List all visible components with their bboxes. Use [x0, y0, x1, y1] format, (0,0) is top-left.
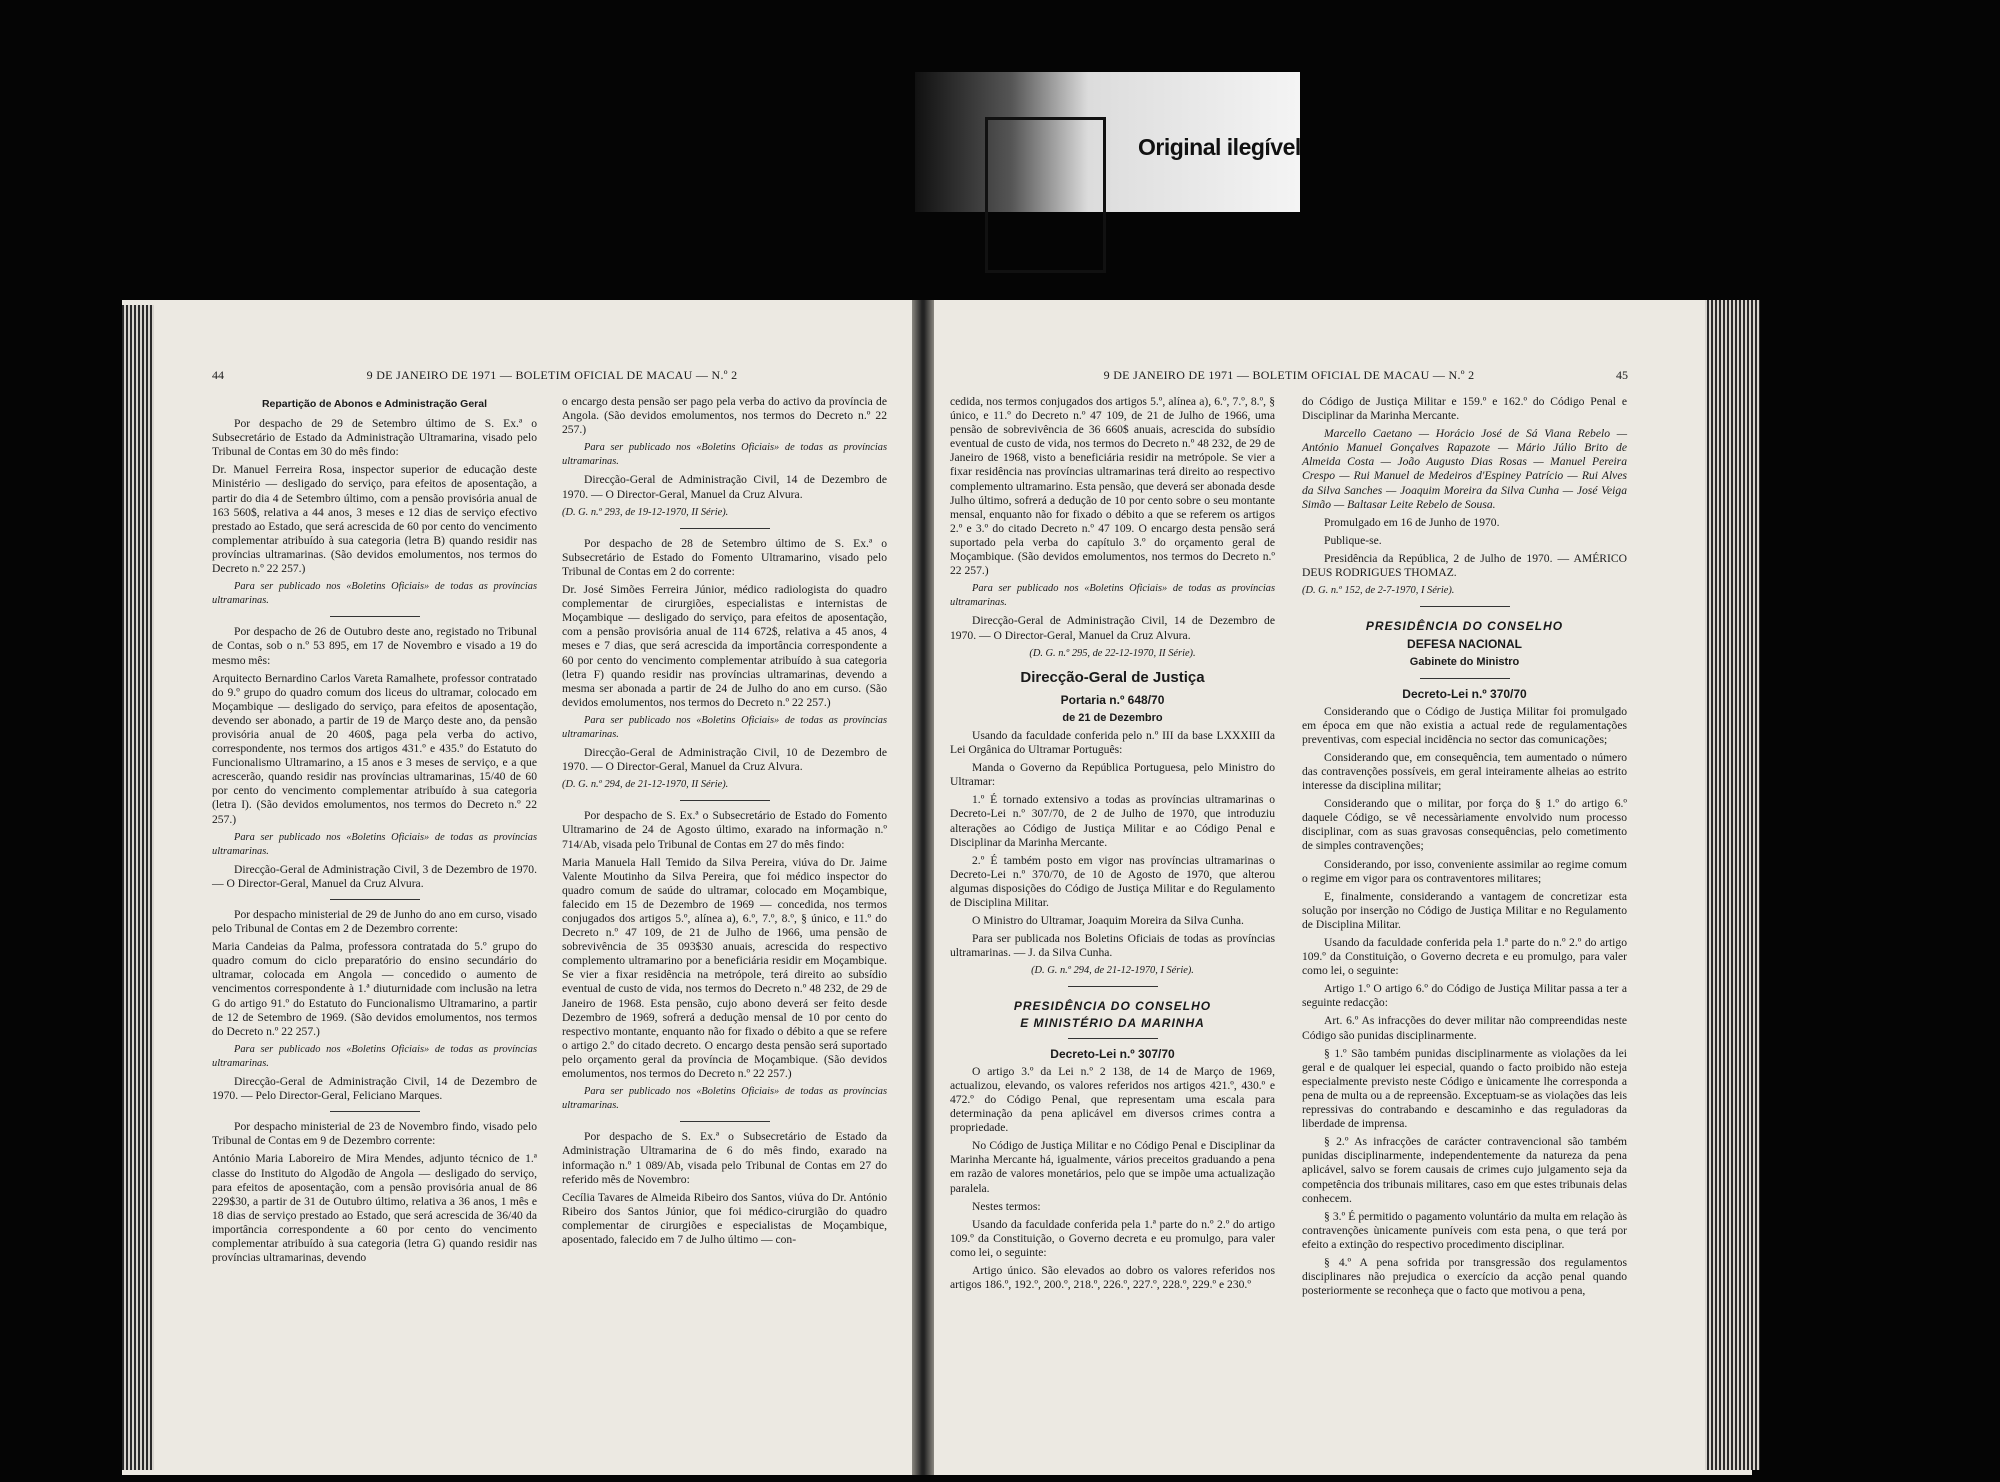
publication-note: Para ser publicado nos «Boletins Oficiais» de todas as províncias ultramarinas.: [950, 583, 1275, 609]
divider: [680, 1121, 770, 1122]
paragraph: Maria Candeias da Palma, professora contratada do 5.º grupo do quadro comum do ciclo preparatório do ensino secundário do ultramar, colocada em Angola — concedido o aumento de vencimentos correspondente à 1.ª diuturnidade com inclusão na letra G do artigo 91.º do Estatuto do Funcionalismo Ultramarino, a partir de 12 de Setembro de 1969. (São devidos emolumentos, nos termos do Decreto n.º 22 257.): [212, 940, 537, 1038]
paragraph: Art. 6.º As infracções do dever militar não compreendidas neste Código são punidas disciplinarmente.: [1302, 1014, 1627, 1042]
divider: [680, 528, 770, 529]
paragraph: Usando da faculdade conferida pela 1.ª parte do n.º 2.º do artigo 109.º da Constituição, o Governo decreta e eu promulgo, para valer como lei, o seguinte:: [950, 1217, 1275, 1259]
portaria-date: de 21 de Dezembro: [1062, 711, 1163, 724]
publication-note: Para ser publicado nos «Boletins Oficiais» de todas as províncias ultramarinas.: [212, 581, 537, 607]
section-heading: Repartição de Abonos e Administração Geral: [261, 398, 488, 410]
signature-line: Direcção-Geral de Administração Civil, 3 de Dezembro de 1970. — O Director-Geral, Manuel da Cruz Alvura.: [212, 862, 537, 890]
paragraph: § 3.º É permitido o pagamento voluntário da multa em relação às contravenções ùnicamente puníveis com esta pena, o que terá por efeito a extinção do respectivo procedimento disciplinar.: [1302, 1209, 1627, 1251]
cabinet-heading: Gabinete do Ministro: [1409, 656, 1520, 669]
paragraph: 2.º É também posto em vigor nas províncias ultramarinas o Decreto-Lei n.º 370/70, de 10 de Agosto de 1970, que alterou algumas disposições do Código de Justiça Militar e do Regulamento de Disciplina Militar.: [950, 853, 1275, 909]
left-column-2: [562, 395, 887, 1251]
section-title: Direcção-Geral de Justiça: [1020, 668, 1205, 686]
gazette-reference: (D. G. n.º 295, de 22-12-1970, II Série).: [1029, 647, 1196, 659]
paragraph: 1.º É tornado extensivo a todas as províncias ultramarinas o Decreto-Lei n.º 307/70, de 2 de Julho de 1970, que introduziu alterações ao Código de Justiça Militar e ao Código Penal e Disciplinar da Marinha Mercante.: [950, 793, 1275, 849]
divider: [1420, 678, 1510, 679]
defense-heading: DEFESA NACIONAL: [1407, 637, 1522, 652]
paragraph: Artigo 1.º O artigo 6.º do Código de Justiça Militar passa a ter a seguinte redacção:: [1302, 982, 1627, 1010]
publication-note: Para ser publicado nos «Boletins Oficiais» de todas as províncias ultramarinas.: [562, 1086, 887, 1112]
paragraph: Por despacho ministerial de 29 de Junho do ano em curso, visado pelo Tribunal de Contas em 2 de Dezembro corrente:: [212, 908, 537, 936]
divider: [330, 616, 420, 617]
paragraph: Por despacho de 26 de Outubro deste ano, registado no Tribunal de Contas, sob o n.º 53 895, em 17 de Novembro e visado a 19 do mesmo mês:: [212, 625, 537, 667]
right-column-1: [950, 395, 1275, 1296]
presidency-heading: PRESIDÊNCIA DO CONSELHO: [1013, 999, 1212, 1014]
portaria-number: Portaria n.º 648/70: [1060, 692, 1165, 707]
paragraph: Para ser publicada nos Boletins Oficiais de todas as províncias ultramarinas. — J. da Silva Cunha.: [950, 932, 1275, 960]
publication-note: Para ser publicado nos «Boletins Oficiais» de todas as províncias ultramarinas.: [212, 1043, 537, 1069]
paragraph: No Código de Justiça Militar e no Código Penal e Disciplinar da Marinha Mercante há, igualmente, vários preceitos graduando a pena em razão de valores monetários, pelo que se impõe uma actualização paralela.: [950, 1139, 1275, 1195]
stamp-frame: [985, 117, 1106, 273]
page-number: 45: [1616, 368, 1628, 382]
paragraph: Dr. José Simões Ferreira Júnior, médico radiologista do quadro complementar de cirurgiões, especialistas e internistas de Moçambique — desligado do serviço, para efeitos de aposentação, com a pensão provisória anual de 114 672$, relativa a 45 anos, 4 meses e 7 dias, que será acrescida da importância correspondente a 60 por cento do vencimento complementar atribuído à sua categoria (letra F) quando residir nas províncias ultramarinas, devendo a mesma ser abonada a partir de 24 de Julho do ano em curso. (São devidos emolumentos, nos termos do Decreto n.º 22 257.): [562, 583, 887, 709]
paragraph: Cecília Tavares de Almeida Ribeiro dos Santos, viúva do Dr. António Ribeiro dos Santos Júnior, que foi médico-cirurgião do quadro complementar de cirurgiões e especialistas de Moçambique, aposentado, falecido em 7 de Julho último — con-: [562, 1190, 887, 1246]
gazette-reference: (D. G. n.º 294, de 21-12-1970, II Série).: [562, 779, 729, 791]
left-page: [212, 370, 892, 1450]
paragraph: Considerando que o militar, por força do § 1.º do artigo 6.º daquele Código, se vê necessàriamente envolvido num processo disciplinar, com as suas gravosas consequências, pelo cometimento de simples contravenções;: [1302, 797, 1627, 853]
paragraph: § 2.º As infracções de carácter contravencional são também punidas disciplinarmente, independentemente da natureza da pena aplicável, salvo se forem causais de crimes cujo julgamento seja da competência dos tribunais militares, caso em que estes tribunais delas conhecem.: [1302, 1135, 1627, 1205]
paragraph: Por despacho de S. Ex.ª o Subsecretário de Estado da Administração Ultramarina de 6 do mês findo, exarado na informação n.º 1 089/Ab, visada pelo Tribunal de Contas em 27 do referido mês de Novembro:: [562, 1130, 887, 1186]
paragraph: Promulgado em 16 de Junho de 1970.: [1324, 515, 1500, 529]
paragraph: cedida, nos termos conjugados dos artigos 5.º, alínea a), 6.º, 7.º, 8.º, § único, e 11.º do Decreto n.º 47 109, de 21 de Julho de 1966, uma pensão de sobrevivência de 36 660$ anuais, acrescida do subsídio eventual de custo de vida, nos termos do Decreto n.º 48 232, de 29 de Janeiro de 1968, visto a beneficiária residir na metrópole. Se vier a fixar residência nas províncias ultramarinas terá direito ao respectivo complemento ultramarino. Esta pensão, que deverá ser abonada desde Julho último, sofrerá a dedução de 10 por cento sobre o seu montante mensal, enquanto não for fixado o débito a que se referem os artigos 2.º e 3.º do citado Decreto n.º 47 109. O encargo desta pensão será suportado pela verba do capítulo 3.º do orçamento geral de Moçambique. (São devidos emolumentos, nos termos do Decreto n.º 22 257.): [950, 395, 1275, 578]
publication-note: Para ser publicado nos «Boletins Oficiais» de todas as províncias ultramarinas.: [562, 442, 887, 468]
signature-line: Presidência da República, 2 de Julho de 1970. — AMÉRICO DEUS RODRIGUES THOMAZ.: [1302, 551, 1627, 580]
paragraph: Por despacho de 28 de Setembro último de S. Ex.ª o Subsecretário de Estado do Fomento Ultramarino, visado pelo Tribunal de Contas em 2 do corrente:: [562, 536, 887, 578]
divider: [330, 899, 420, 900]
paragraph: E, finalmente, considerando a vantagem de concretizar esta solução por inserção no Código de Justiça Militar e no Regulamento de Disciplina Militar.: [1302, 889, 1627, 931]
divider: [1420, 606, 1510, 607]
book-gutter: [912, 300, 934, 1475]
page-edges-right: [1705, 300, 1760, 1470]
decree-title: Decreto-Lei n.º 307/70: [1050, 1046, 1175, 1061]
right-column-2: [1302, 395, 1627, 1302]
paragraph: Por despacho de S. Ex.ª o Subsecretário de Estado do Fomento Ultramarino de 24 de Agosto último, exarado na informação n.º 714/Ab, visada pelo Tribunal de Contas em 27 do mês findo:: [562, 809, 887, 851]
divider: [1068, 1038, 1158, 1039]
paragraph: Artigo único. São elevados ao dobro os valores referidos nos artigos 186.º, 192.º, 200.º, 218.º, 226.º, 227.º, 228.º, 229.º e 230.º: [950, 1263, 1275, 1292]
paragraph: § 1.º São também punidas disciplinarmente as violações da lei geral e de qualquer lei especial, quando o facto proibido não esteja especialmente previsto neste Código e ùnicamente lhe corresponda a pena de multa ou a de repreensão. Exceptuam-se as violações das leis repressivas do contrabando e descaminho e das reguladoras da liberdade de imprensa.: [1302, 1046, 1627, 1131]
decree-title: Decreto-Lei n.º 370/70: [1402, 686, 1527, 701]
signature-line: Direcção-Geral de Administração Civil, 14 de Dezembro de 1970. — O Director-Geral, Manuel da Cruz Alvura.: [950, 614, 1275, 642]
paragraph: Manda o Governo da República Portuguesa, pelo Ministro do Ultramar:: [950, 761, 1275, 789]
paragraph: Usando da faculdade conferida pela 1.ª parte do n.º 2.º do artigo 109.º da Constituição, o Governo decreta e eu promulgo, para valer como lei, o seguinte:: [1302, 936, 1627, 978]
paragraph: do Código de Justiça Militar e 159.º e 162.º do Código Penal e Disciplinar da Marinha Mercante.: [1302, 395, 1627, 423]
gazette-reference: (D. G. n.º 294, de 21-12-1970, I Série).: [1031, 965, 1194, 977]
paragraph: Nestes termos:: [972, 1199, 1041, 1213]
running-title: 9 DE JANEIRO DE 1971 — BOLETIM OFICIAL DE MACAU — N.º 2: [1103, 368, 1475, 382]
running-title: 9 DE JANEIRO DE 1971 — BOLETIM OFICIAL DE MACAU — N.º 2: [366, 368, 738, 382]
gazette-reference: (D. G. n.º 293, de 19-12-1970, II Série).: [562, 506, 729, 518]
gazette-reference: (D. G. n.º 152, de 2-7-1970, I Série).: [1302, 585, 1455, 597]
paragraph: § 4.º A pena sofrida por transgressão dos regulamentos disciplinares não prejudica o exercício da acção penal quando posteriormente se reconheça que o facto que motivou a pena,: [1302, 1255, 1627, 1298]
paragraph: António Maria Laboreiro de Mira Mendes, adjunto técnico de 1.ª classe do Instituto do Algodão de Angola — desligado do serviço, para efeitos de aposentação, com a pensão provisória anual de 86 229$30, a partir de 31 de Outubro último, relativa a 36 anos, 1 mês e 18 dias de serviço prestado ao Estado, que será acrescida de 36/40 da importância correspondente a 60 por cento do vencimento complementar atribuído à sua categoria (letra G) quando residir nas províncias ultramarinas, devendo: [212, 1152, 537, 1265]
paragraph: O artigo 3.º da Lei n.º 2 138, de 14 de Março de 1969, actualizou, elevando, os valores referidos nos artigos 421.º, 430.º e 472.º do Código Penal, que representam uma escala para determinação da pena aplicável em diversos crimes contra a propriedade.: [950, 1064, 1275, 1135]
page-number: 44: [212, 368, 224, 382]
paragraph: Usando da faculdade conferida pelo n.º III da base LXXXIII da Lei Orgânica do Ultramar Português:: [950, 728, 1275, 757]
paragraph: Por despacho ministerial de 23 de Novembro findo, visado pelo Tribunal de Contas em 9 de Dezembro corrente:: [212, 1120, 537, 1148]
signature-line: Direcção-Geral de Administração Civil, 14 de Dezembro de 1970. — Pelo Director-Geral, Feliciano Marques.: [212, 1075, 537, 1103]
signature-line: Direcção-Geral de Administração Civil, 14 de Dezembro de 1970. — O Director-Geral, Manuel da Cruz Alvura.: [562, 473, 887, 501]
paragraph: Considerando, por isso, conveniente assimilar ao regime comum o regime em vigor para os contraventores militares;: [1302, 857, 1627, 885]
left-column-1: [212, 395, 537, 1269]
divider: [1068, 986, 1158, 987]
presidency-heading: PRESIDÊNCIA DO CONSELHO: [1365, 619, 1564, 634]
paragraph: o encargo desta pensão ser pago pela verba do activo da província de Angola. (São devidos emolumentos, nos termos do Decreto n.º 22 257.): [562, 395, 887, 437]
signatories: Marcello Caetano — Horácio José de Sá Viana Rebelo — António Manuel Gonçalves Rapazote — Mário Júlio Brito de Almeida Costa — João Augusto Dias Rosas — Manuel Pereira Crespo — Rui Manuel de Medeiros d'Espiney Patrício — Rui Alves da Silva Sanches — Joaquim Moreira da Silva Cunha — José Veiga Simão — Baltasar Leite Rebelo de Sousa.: [1302, 427, 1627, 511]
paragraph: Considerando que, em consequência, tem aumentado o número das contravenções possíveis, em geral inteiramente alheias ao estrito interesse da disciplina militar;: [1302, 750, 1627, 793]
publication-note: Para ser publicado nos «Boletins Oficiais» de todas as províncias ultramarinas.: [562, 714, 887, 740]
stamp-label: Original ilegível: [1138, 134, 1301, 160]
paragraph: Publique-se.: [1324, 533, 1382, 547]
right-page: [950, 370, 1628, 1450]
paragraph: Arquitecto Bernardino Carlos Vareta Ramalhete, professor contratado do 9.º grupo do quadro comum dos liceus do ultramar, colocado em Moçambique — desligado do serviço, para efeitos de aposentação, devendo ser abonado, a partir de 19 de Março deste ano, da pensão provisória anual de 20 460$, paga pela verba do activo, correspondente, nos termos dos artigos 431.º e 435.º do Estatuto do Funcionalismo Ultramarino, a 15 anos e 3 meses de serviço, e a que acrescerão, quando residir nas províncias ultramarinas, 15/40 de 60 por cento do vencimento complementar atribuído à sua categoria (letra I). (São devidos emolumentos, nos termos do Decreto n.º 22 257.): [212, 671, 537, 826]
paragraph: Considerando que o Código de Justiça Militar foi promulgado em época em que não existia a actual rede de regulamentações preventivas, com especial incidência no sector das comunicações;: [1302, 704, 1627, 746]
paragraph: Dr. Manuel Ferreira Rosa, inspector superior de educação deste Ministério — desligado do serviço, para efeitos de aposentação, a partir do dia 4 de Setembro último, com a pensão provisória anual de 163 560$, relativa a 44 anos, 3 meses e 12 dias de serviço efectivo prestado ao Estado, que será acrescida de 60 por cento do vencimento complementar atribuído à sua categoria (letra B) quando residir nas províncias ultramarinas. (São devidos emolumentos, nos termos do Decreto n.º 22 257.): [212, 463, 537, 576]
paragraph: Por despacho de 29 de Setembro último de S. Ex.ª o Subsecretário de Estado da Administração Ultramarina, visado pelo Tribunal de Contas em 30 do mês findo:: [212, 417, 537, 459]
signature-line: Direcção-Geral de Administração Civil, 10 de Dezembro de 1970. — O Director-Geral, Manuel da Cruz Alvura.: [562, 746, 887, 774]
signature-line: O Ministro do Ultramar, Joaquim Moreira da Silva Cunha.: [972, 914, 1244, 928]
divider: [680, 800, 770, 801]
publication-note: Para ser publicado nos «Boletins Oficiais» de todas as províncias ultramarinas.: [212, 831, 537, 857]
divider: [330, 1111, 420, 1112]
paragraph: Maria Manuela Hall Temido da Silva Pereira, viúva do Dr. Jaime Valente Moutinho da Silva Pereira, que foi médico inspector do quadro comum de saúde do ultramar, colocado em Moçambique, falecido em 15 de Dezembro de 1969 — concedida, nos termos conjugados dos artigos 5.º, alínea a), 6.º, 7.º, 8.º, § único, e 11.º do Decreto n.º 47 109, de 21 de Julho de 1966, uma pensão de sobrevivência de 35 093$30 anuais, acrescida do respectivo complemento ultramarino por a beneficiária residir em Moçambique. Se vier a fixar residência na metrópole, terá direito ao subsídio eventual de custo de vida, nos termos do Decreto n.º 48 232, de 29 de Janeiro de 1968. Esta pensão, cujo abono deverá ser feito desde Dezembro de 1969, sofrerá a dedução mensal de 10 por cento do respectivo montante, enquanto não for fixado o débito a que se refere o artigo 2.º do citado decreto. O encargo desta pensão será suportado pelo orçamento geral da província de Moçambique. (São devidos emolumentos, nos termos do Decreto n.º 22 257.): [562, 855, 887, 1081]
page-edges-left: [122, 305, 154, 1470]
ministry-heading: E MINISTÉRIO DA MARINHA: [1020, 1015, 1205, 1030]
